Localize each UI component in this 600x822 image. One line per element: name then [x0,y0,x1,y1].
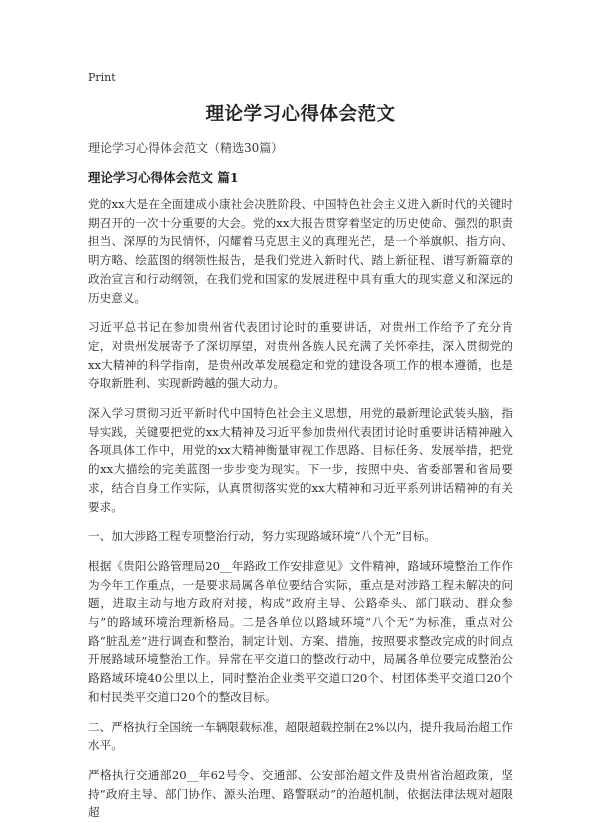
point-heading-2: 二、严格执行全国统一车辆限载标准，超限超载控制在2%以内，提升我局治超工作水平。 [88,719,513,753]
paragraph-3: 深入学习贯彻习近平新时代中国特色社会主义思想，用党的最新理论武装头脑，指导实践，关键要把党的xx大精神及习近平参加贵州代表团讨论时重要讲话精神融入各项具体工作中，用党的xx大精神衡量审视工作思路、目标任务、发展举措，把党的xx大描绘的完美蓝图一步步变为现实。下一步，按照中央、省委部署和省局要求，结合自身工作实际，认真贯彻落实党的xx大精神和习近平系列讲话精神的有关要求。 [88,406,513,514]
page-title: 理论学习心得体会范文 [205,104,396,125]
print-link[interactable]: Print [88,71,116,84]
paragraph-1: 党的xx大是在全面建成小康社会决胜阶段、中国特色社会主义进入新时代的关键时期召开的一次十分重要的大会。党的xx大报告贯穿着坚定的历史使命、强烈的职责担当、深厚的为民情怀，闪耀着马克思主义的真理光芒，是一个举旗帜、指方向、明方略、绘蓝图的纲领性报告，是我们党进入新时代、踏上新征程、谱写新篇章的政治宣言和行动纲领，在我们党和国家的发展进程中具有重大的现实意义和深远的历史意义。 [88,197,513,305]
point-heading-1: 一、加大涉路工程专项整治行动，努力实现路域环境“八个无”目标。 [88,529,437,544]
paragraph-5: 严格执行交通部20__年62号令、交通部、公安部治超文件及贵州省治超政策，坚持“政府主导、部门协作、源头治理、路警联动”的治超机制，依据法律法规对超限超 [88,767,513,820]
document-subtitle: 理论学习心得体会范文（精选30篇） [88,141,284,155]
section-heading: 理论学习心得体会范文 篇1 [88,170,239,185]
paragraph-4: 根据《贵阳公路管理局20__年路政工作安排意见》文件精神，路域环境整治工作作为今年工作重点，一是要求局属各单位要结合实际，重点是对涉路工程未解决的问题，进取主动与地方政府对接，构成“政府主导、公路牵头、部门联动、群众参与”的路域环境治理新格局。二是各单位以路域环境“八个无”为标准，重点对公路“脏乱差”进行调查和整治，制定计划、方案、措施，按照要求整改完成的时间点开展路域环境整治工作。异常在平交道口的整改行动中，局属各单位要完成整治公路路域环境40公里以上，同时整治企业类平交道口20个、村团体类平交道口20个和村民类平交道口20个的整改目标。 [88,558,513,704]
paragraph-2: 习近平总书记在参加贵州省代表团讨论时的重要讲话，对贵州工作给予了充分肯定，对贵州发展寄予了深切厚望，对贵州各族人民充满了关怀牵挂，深入贯彻党的xx大精神的科学指南，是贵州改革发展稳定和党的建设各项工作的根本遵循，也是夺取新胜利、实现新跨越的强大动力。 [88,320,513,391]
